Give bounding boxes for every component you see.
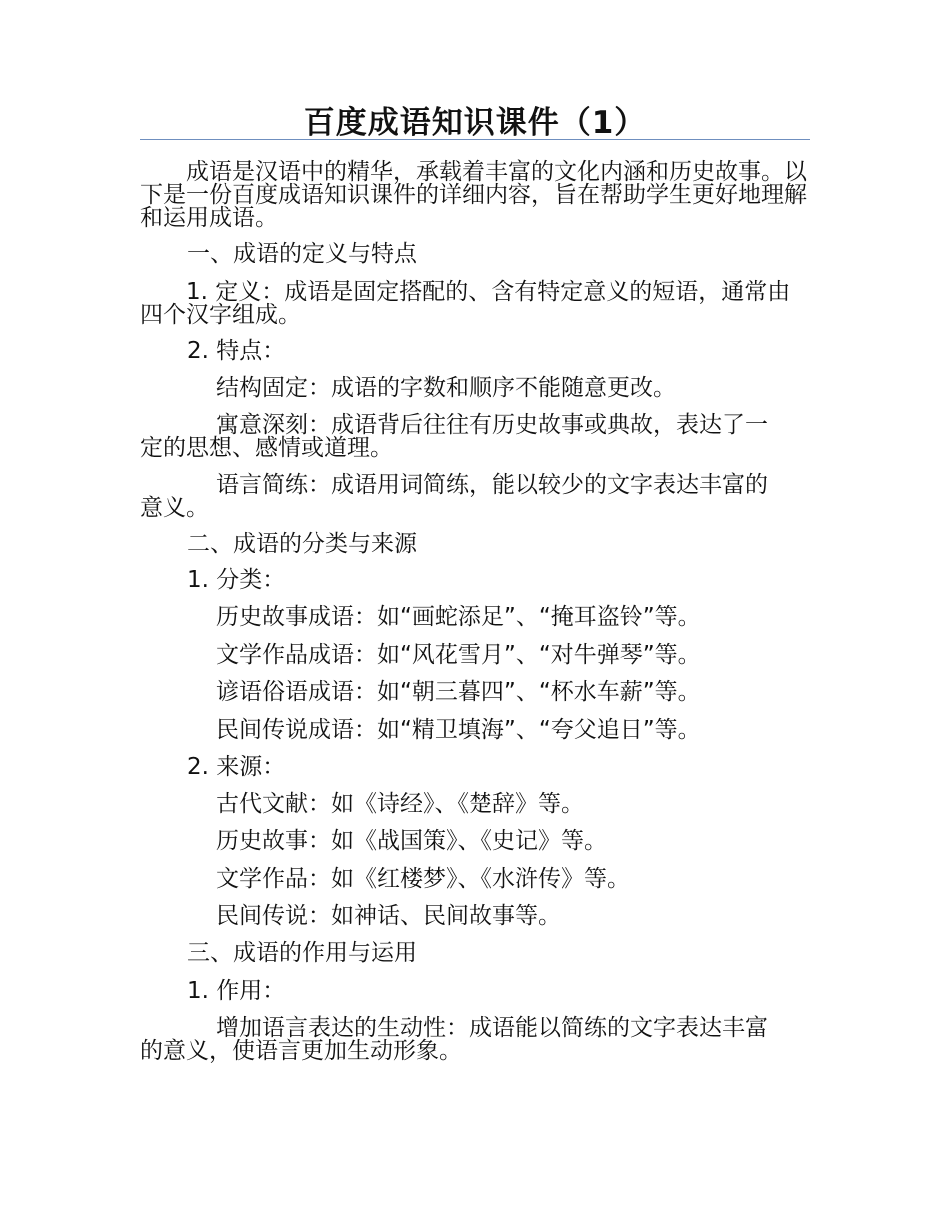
section2-heading: 二、成语的分类与来源 xyxy=(187,531,417,557)
features-label: 2. 特点： xyxy=(187,338,286,364)
definition-paragraph: 1. 定义：成语是固定搭配的、含有特定意义的短语，通常由四个汉字组成。 xyxy=(140,279,791,328)
sources-label: 2. 来源： xyxy=(187,754,286,780)
classification-item-4: 民间传说成语：如“精卫填海”、“夸父追日”等。 xyxy=(216,717,701,743)
source-item-1: 古代文献：如《诗经》、《楚辞》等。 xyxy=(216,791,584,817)
classification-item-3: 谚语俗语成语：如“朝三暮四”、“杯水车薪”等。 xyxy=(216,679,701,705)
document-title: 百度成语知识课件（1） xyxy=(303,105,647,141)
source-item-3: 文学作品：如《红楼梦》、《水浒传》等。 xyxy=(216,866,630,892)
title-underline xyxy=(140,139,810,140)
feature-item-3: 语言简练：成语用词简练，能以较少的文字表达丰富的意义。 xyxy=(140,472,768,521)
classification-label: 1. 分类： xyxy=(187,567,286,593)
classification-item-2: 文学作品成语：如“风花雪月”、“对牛弹琴”等。 xyxy=(216,642,701,668)
classification-item-1: 历史故事成语：如“画蛇添足”、“掩耳盗铃”等。 xyxy=(216,604,701,630)
function-item-1: 增加语言表达的生动性：成语能以简练的文字表达丰富的意义，使语言更加生动形象。 xyxy=(140,1015,768,1064)
intro-paragraph: 成语是汉语中的精华，承载着丰富的文化内涵和历史故事。以下是一份百度成语知识课件的详细内容，旨在帮助学生更好地理解和运用成语。 xyxy=(140,159,807,231)
source-item-2: 历史故事：如《战国策》、《史记》等。 xyxy=(216,828,607,854)
feature-item-1: 结构固定：成语的字数和顺序不能随意更改。 xyxy=(216,375,676,401)
function-label: 1. 作用： xyxy=(187,978,286,1004)
section1-heading: 一、成语的定义与特点 xyxy=(187,241,417,267)
source-item-4: 民间传说：如神话、民间故事等。 xyxy=(216,903,561,929)
feature-item-2: 寓意深刻：成语背后往往有历史故事或典故，表达了一定的思想、感情或道理。 xyxy=(140,412,768,461)
section3-heading: 三、成语的作用与运用 xyxy=(187,940,417,966)
